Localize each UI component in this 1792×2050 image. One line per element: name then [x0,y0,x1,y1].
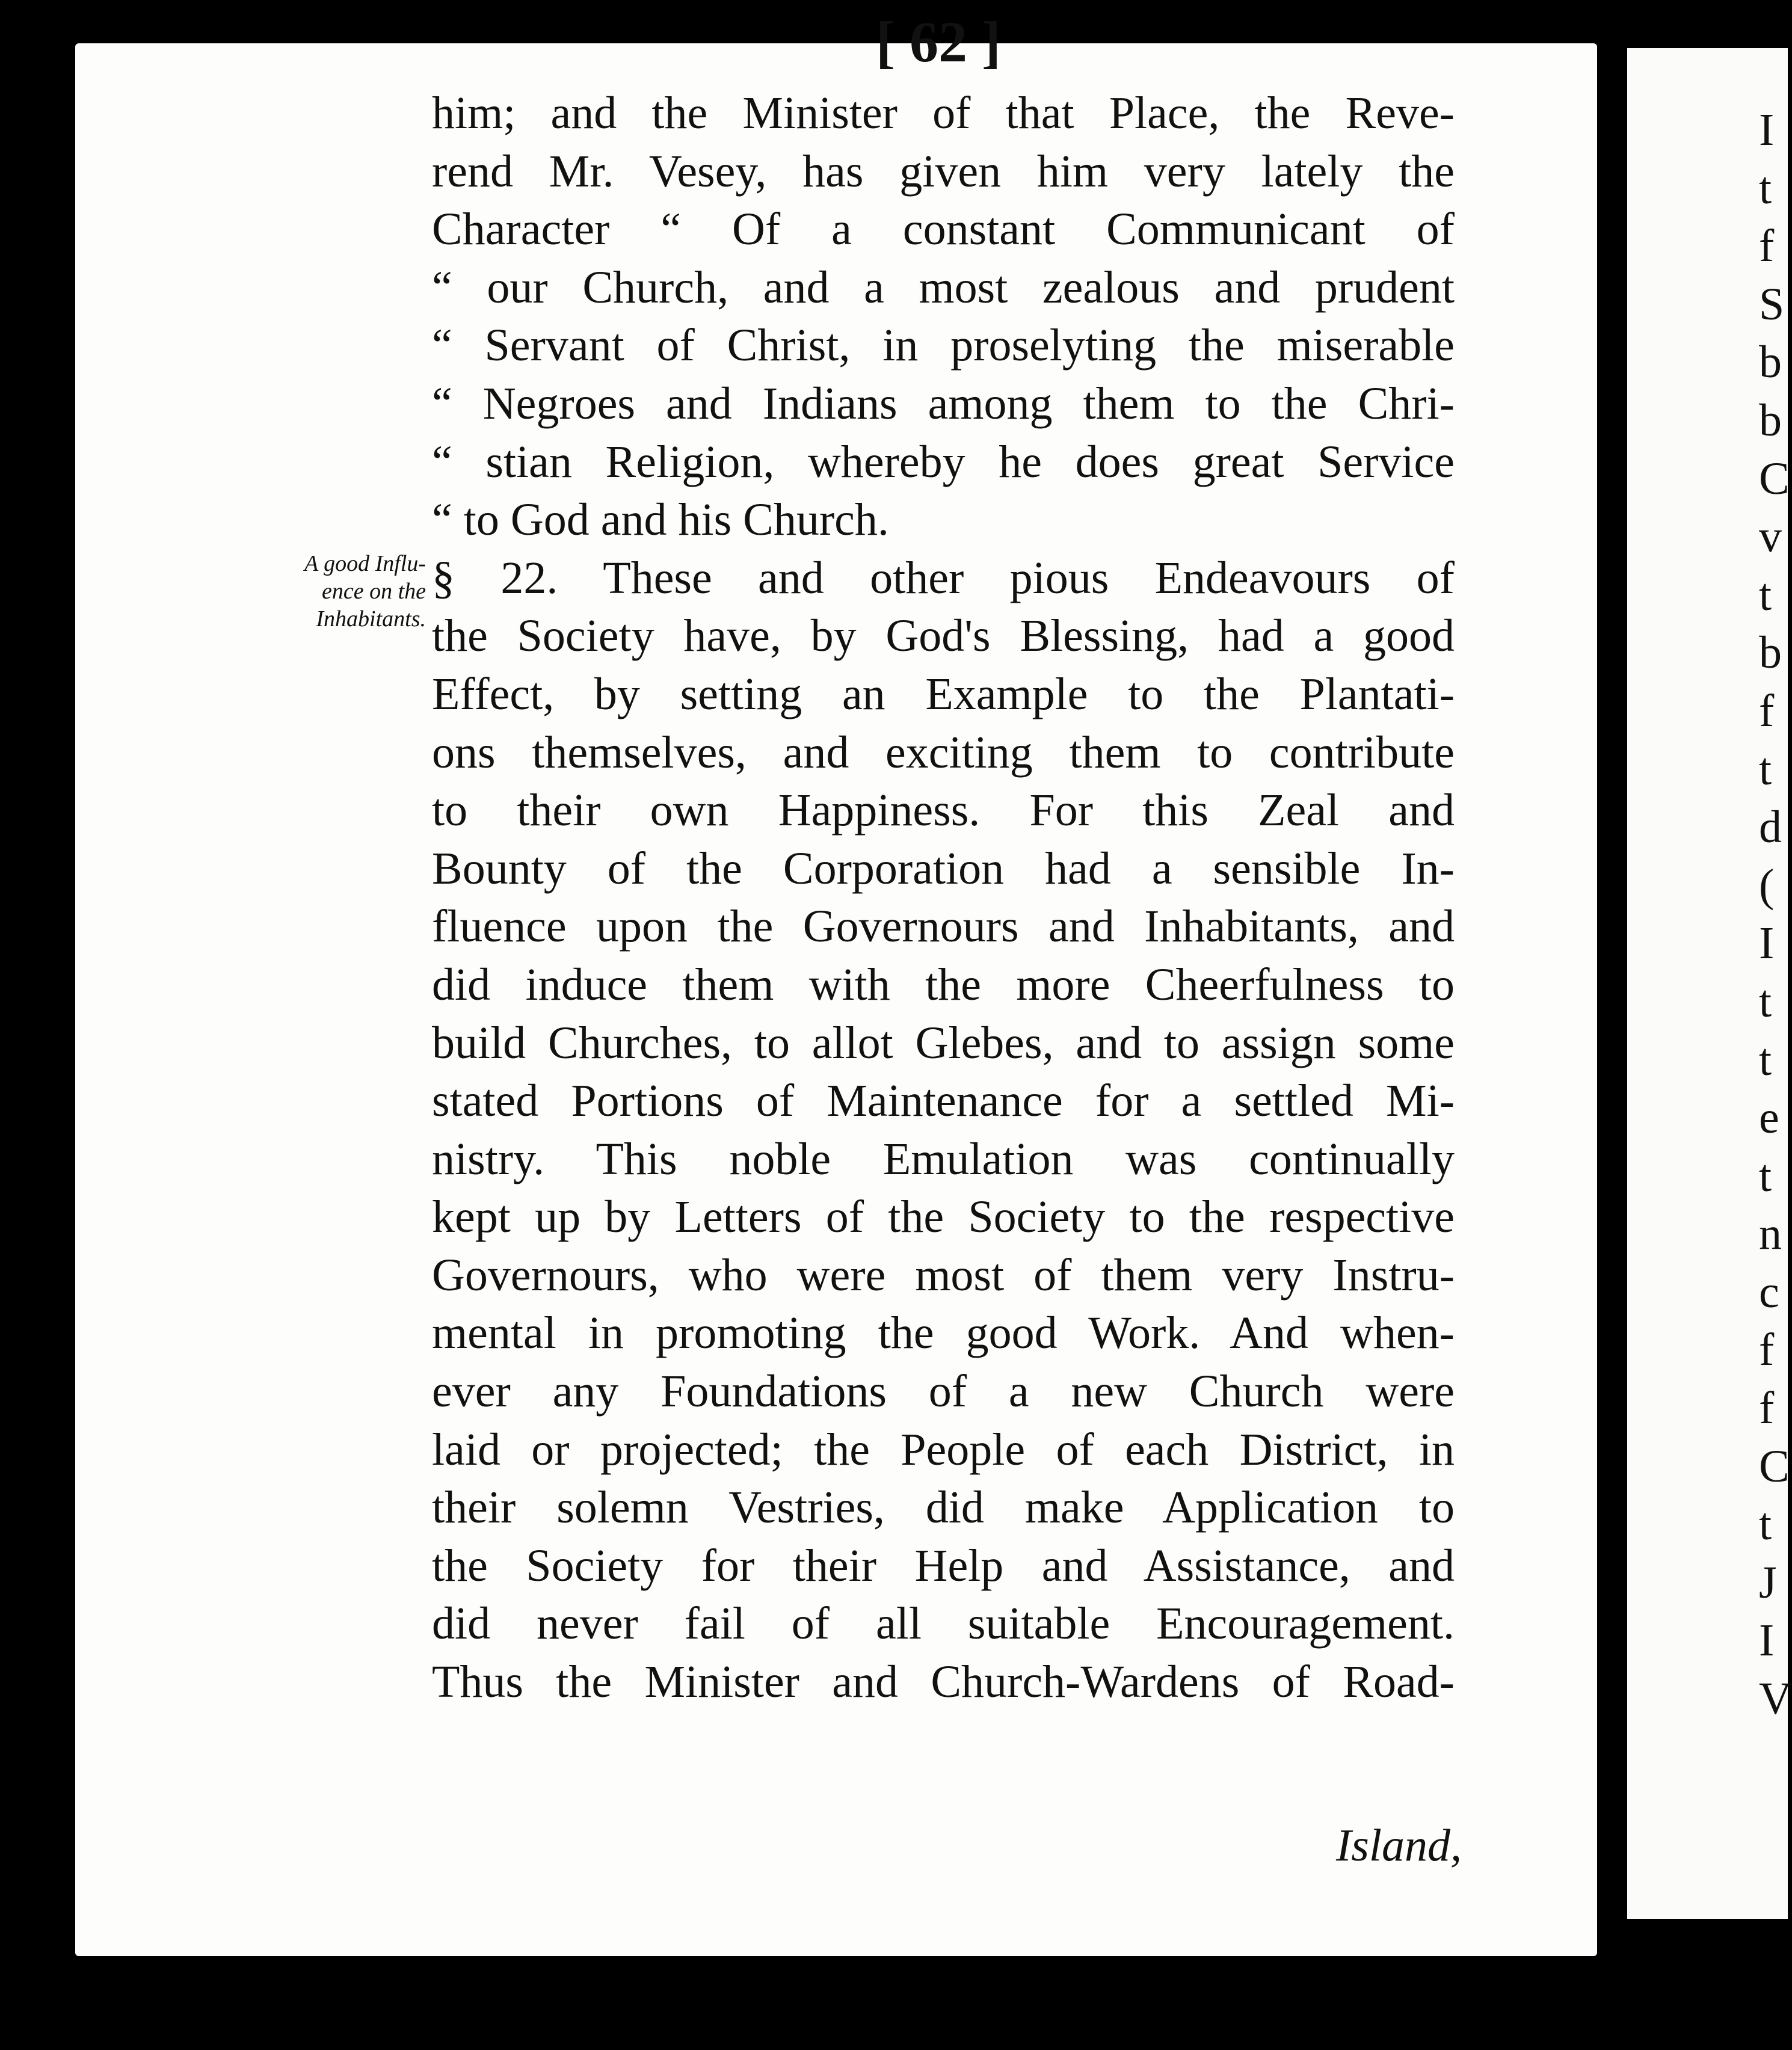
text-line: build Churches, to allot Glebes, and to assign some [432,1017,1455,1068]
edge-letter: V [1759,1673,1792,1725]
edge-letter: f [1759,685,1775,736]
edge-letter: b [1759,337,1782,388]
edge-letter: ( [1759,860,1775,911]
text-line: nistry. This noble Emulation was continually [432,1133,1455,1184]
text-line: rend Mr. Vesey, has given him very lately the [432,146,1455,197]
text-line: “ our Church, and a most zealous and prudent [432,262,1455,313]
text-line: him; and the Minister of that Place, the Reve- [432,88,1455,138]
edge-letter: f [1759,221,1775,272]
edge-letter: t [1759,569,1772,620]
text-line: kept up by Letters of the Society to the respective [432,1192,1455,1243]
text-line: “ to God and his Church. [432,494,889,546]
text-line: “ Servant of Christ, in proselyting the miserable [432,320,1455,371]
text-line: Governours, who were most of them very Instru- [432,1249,1455,1300]
edge-letter: v [1759,511,1782,562]
marginal-note-line: A good Influ- [304,551,426,576]
edge-letter: t [1759,743,1772,795]
next-page-edge-letters [1759,101,1792,1728]
text-line: to their own Happiness. For this Zeal and [432,785,1455,836]
edge-letter: I [1759,1615,1775,1666]
text-line: their solemn Vestries, did make Application to [432,1482,1455,1533]
text-line: did induce them with the more Cheerfulness to [432,959,1455,1010]
edge-letter: t [1759,1499,1772,1550]
edge-letter: t [1759,1150,1772,1201]
marginal-note-line: Inhabitants. [316,606,426,632]
text-line: Bounty of the Corporation had a sensible In- [432,843,1455,894]
edge-letter: S [1759,279,1785,330]
edge-letter: c [1759,1266,1779,1317]
edge-letter: t [1759,162,1772,214]
edge-letter: I [1759,105,1775,155]
edge-letter: b [1759,395,1782,446]
body-text [432,84,1455,1711]
text-line: the Society for their Help and Assistance, and [432,1540,1455,1591]
edge-letter: I [1759,918,1775,969]
edge-letter: C [1759,453,1790,504]
text-line: Character “ Of a constant Communicant of [432,204,1455,255]
text-line: ever any Foundations of a new Church were [432,1366,1455,1417]
text-line: mental in promoting the good Work. And when- [432,1308,1455,1359]
edge-letter: d [1759,802,1782,853]
edge-letter: t [1759,1034,1772,1085]
text-line: Effect, by setting an Example to the Plantati- [432,668,1455,719]
edge-letter: b [1759,627,1782,679]
text-line: did never fail of all suitable Encouragement. [432,1598,1455,1649]
page-number: [ 62 ] [876,10,1001,74]
text-line: stated Portions of Maintenance for a settled Mi- [432,1076,1455,1127]
text-line: Thus the Minister and Church-Wardens of Road- [432,1657,1455,1708]
text-line: laid or projected; the People of each District, in [432,1424,1455,1475]
edge-letter: C [1759,1441,1790,1492]
marginal-note-line: ence on the [321,579,426,604]
edge-letter: t [1759,976,1772,1027]
text-line: § 22. These and other pious Endeavours of [432,552,1455,603]
edge-letter: f [1759,1325,1775,1376]
marginal-note [245,550,426,633]
text-line: ons themselves, and exciting them to contribute [432,727,1455,778]
edge-letter: n [1759,1208,1782,1260]
text-line: “ Negroes and Indians among them to the Chri- [432,378,1455,429]
text-line: “ stian Religion, whereby he does great Service [432,436,1455,487]
edge-letter: f [1759,1383,1775,1434]
text-line: the Society have, by God's Blessing, had a good [432,611,1455,662]
catchword: Island, [1336,1820,1462,1871]
edge-letter: e [1759,1092,1779,1144]
edge-letter: J [1759,1557,1777,1608]
text-line: fluence upon the Governours and Inhabitants, and [432,901,1455,952]
